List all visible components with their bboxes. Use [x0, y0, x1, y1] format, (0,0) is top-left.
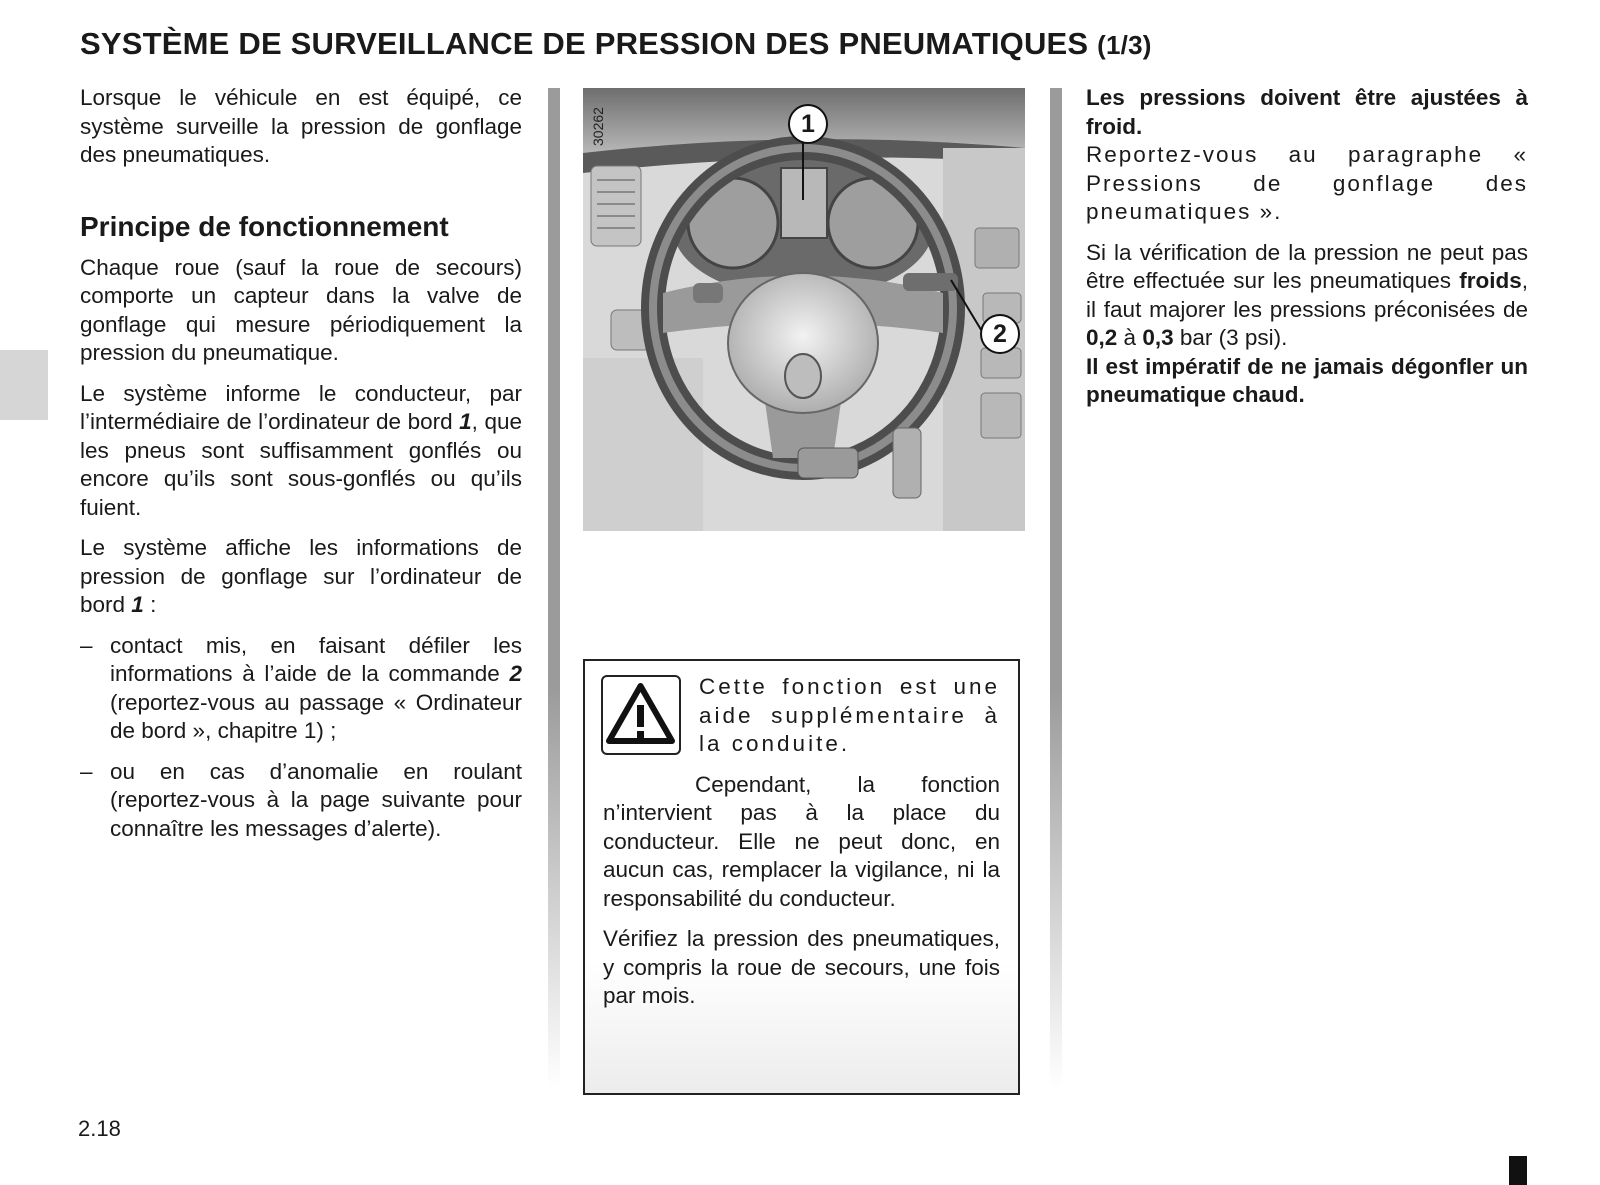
list-item [80, 632, 522, 746]
display-list [80, 632, 522, 844]
text-span: à [1117, 325, 1143, 350]
text-span: Le système informe le conducteur, par l’intermédiaire de l’ordinateur de bord [80, 380, 522, 434]
bold-text: Il est impératif de ne jamais dégonfler un pneumatique chaud. [1086, 353, 1528, 407]
intro-paragraph: Lorsque le véhicule en est équipé, ce système surveille la pression de gonflage des pneumatiques. [80, 85, 522, 167]
bold-text: 0,2 [1086, 325, 1118, 350]
list-item [80, 758, 522, 844]
reference-1: 1 [459, 409, 472, 434]
column-divider-right [1050, 88, 1062, 1088]
text-span: contact mis, en faisant défiler les informations à l’aide de la commande [110, 632, 522, 686]
callout-2: 2 [980, 314, 1020, 354]
title-text: SYSTÈME DE SURVEILLANCE DE PRESSION DES PNEUMATIQUES [80, 26, 1089, 61]
dash-bullet: – [80, 758, 93, 784]
right-column [1086, 84, 1528, 422]
dash-bullet: – [80, 632, 93, 658]
text-span: ou en cas d’anomalie en roulant (reportez-vous à la page suivante pour connaître les messages d’alerte). [110, 758, 522, 841]
reference-paragraph: Reportez-vous au paragraphe « Pressions de gonflage des pneumatiques ». [1086, 142, 1528, 224]
reference-1: 1 [131, 592, 144, 617]
text-span: (reportez-vous au passage « Ordinateur de bord », chapitre 1) ; [110, 689, 522, 743]
bold-text: froids [1459, 268, 1522, 293]
warning-paragraph-1: Cette fonction est une aide supplémentaire à la conduite. [699, 674, 1000, 756]
sensor-paragraph: Chaque roue (sauf la roue de secours) comporte un capteur dans la valve de gonflage qui mesure périodiquement la pression du pneumatique. [80, 254, 522, 365]
cold-pressure-note [1086, 84, 1528, 141]
warning-paragraph-3: Vérifiez la pression des pneumatiques, y compris la roue de secours, une fois par mois. [603, 926, 1000, 1008]
chapter-tab-marker [0, 350, 48, 420]
reference-2: 2 [509, 661, 522, 686]
deflate-warning [1086, 353, 1528, 410]
text-span: bar (3 psi). [1173, 325, 1288, 350]
warning-paragraph-2: Cependant, la fonction n’intervient pas à la place du conducteur. Elle ne peut donc, en aucun cas, remplacer la vigilance, ni la responsabilité du conducteur. [603, 771, 1000, 911]
bold-text: Les pressions doivent être ajustées à froid. [1086, 85, 1528, 139]
warning-box [583, 659, 1020, 1095]
text-span: , il faut majorer les pressions préconisées de [1086, 268, 1528, 322]
figure-reference-number: 30262 [590, 107, 606, 146]
dashboard-illustration [583, 88, 1025, 531]
text-span: , que les pneus sont suffisamment gonflés ou encore qu’ils sont sous-gonflés ou qu’ils fuient. [80, 409, 523, 520]
column-divider-left [548, 88, 560, 1088]
steering-wheel-drawing [583, 88, 1025, 531]
text-span: : [143, 592, 157, 617]
display-paragraph [80, 534, 522, 620]
title-part: (1/3) [1097, 30, 1152, 60]
bold-text: 0,3 [1142, 325, 1174, 350]
callout-1: 1 [788, 104, 828, 144]
left-column [80, 84, 522, 855]
text-span: Si la vérification de la pression ne peut pas être effectuée sur les pneumatiques [1086, 239, 1528, 293]
page-corner-mark [1509, 1156, 1527, 1185]
page-title [80, 26, 1152, 62]
information-paragraph [80, 380, 522, 523]
warning-triangle-icon [601, 675, 681, 755]
page-number: 2.18 [78, 1116, 121, 1141]
text-span: Le système affiche les informations de pression de gonflage sur l’ordinateur de bord [80, 535, 522, 617]
section-heading: Principe de fonctionnement [80, 210, 449, 242]
hot-tyre-paragraph [1086, 239, 1528, 353]
